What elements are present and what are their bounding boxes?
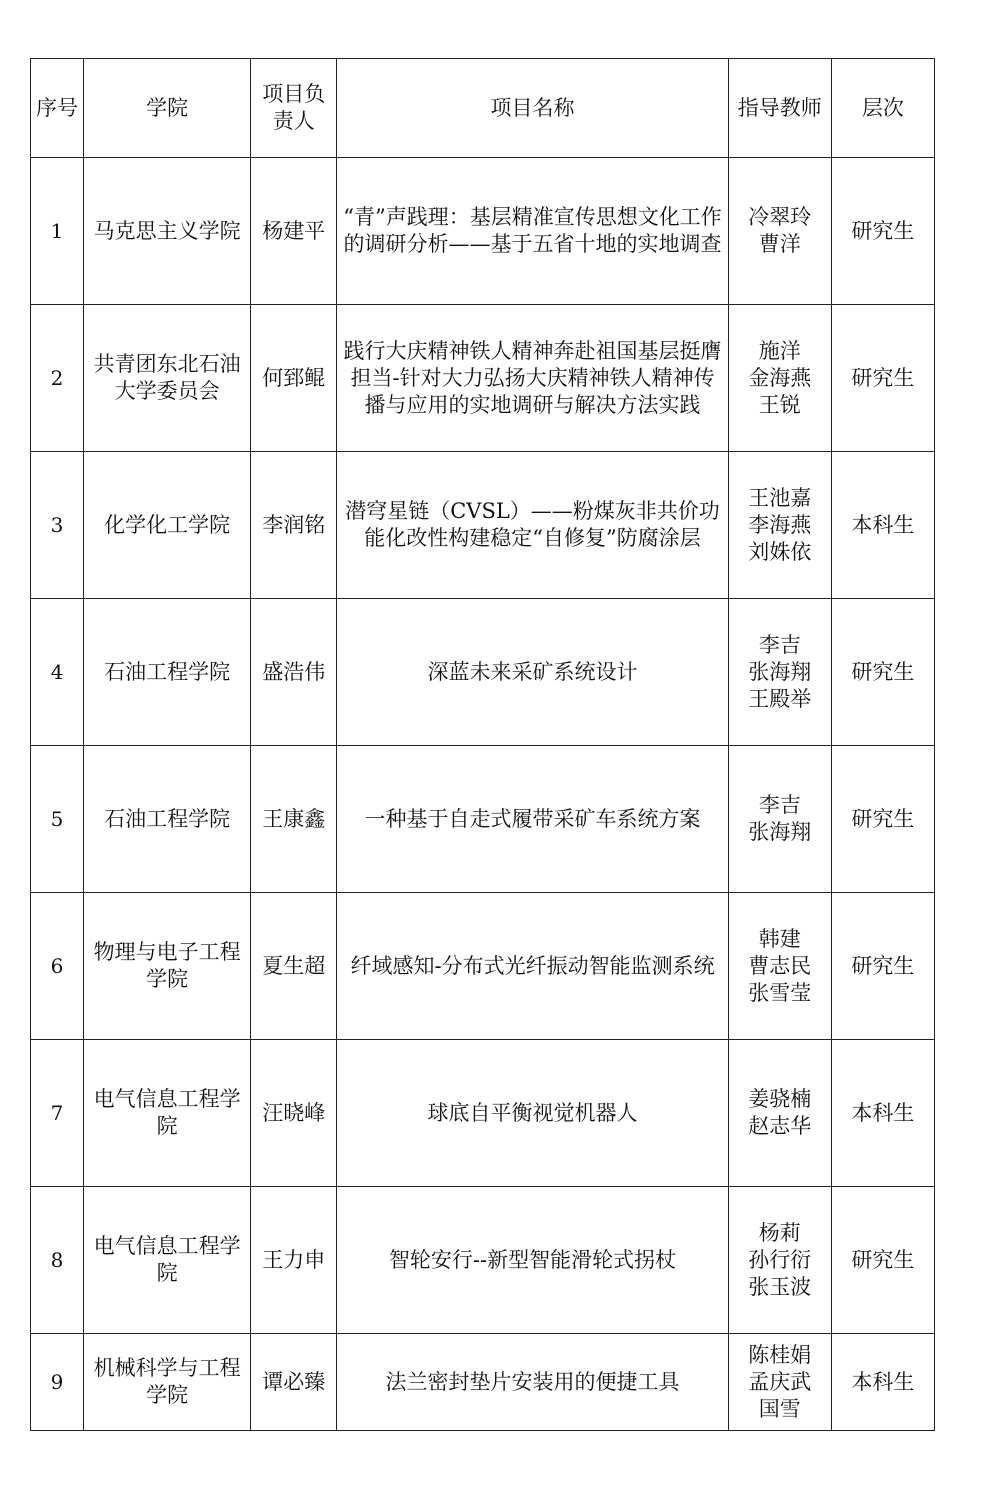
table-row — [31, 1040, 935, 1187]
cell-seq: 1 — [31, 158, 84, 305]
header-teacher: 指导教师 — [728, 59, 831, 158]
teacher-name: 刘姝依 — [748, 539, 812, 564]
cell-leader: 夏生超 — [251, 893, 337, 1040]
project-table — [30, 58, 935, 1431]
teacher-name: 金海燕 — [748, 365, 812, 390]
teacher-name: 王锐 — [758, 392, 801, 417]
cell-project-name: 深蓝未来采矿系统设计 — [337, 599, 728, 746]
cell-level: 研究生 — [831, 305, 934, 452]
teacher-name: 王殿举 — [748, 686, 812, 711]
cell-seq: 3 — [31, 452, 84, 599]
cell-project-name: 潜穹星链（CVSL）——粉煤灰非共价功能化改性构建稳定“自修复”防腐涂层 — [337, 452, 728, 599]
cell-project-name: 法兰密封垫片安装用的便捷工具 — [337, 1334, 728, 1431]
table-row — [31, 1334, 935, 1431]
cell-seq: 2 — [31, 305, 84, 452]
table-row — [31, 158, 935, 305]
header-seq: 序号 — [31, 59, 84, 158]
table-row — [31, 452, 935, 599]
teacher-name: 曹洋 — [758, 232, 801, 256]
teacher-name: 张海翔 — [748, 659, 812, 684]
table-row — [31, 746, 935, 893]
cell-level: 研究生 — [831, 893, 934, 1040]
cell-teachers — [728, 158, 831, 305]
header-college: 学院 — [84, 59, 251, 158]
cell-seq: 7 — [31, 1040, 84, 1187]
cell-leader: 杨建平 — [251, 158, 337, 305]
header-level: 层次 — [831, 59, 934, 158]
cell-college: 石油工程学院 — [84, 746, 251, 893]
teacher-name: 曹志民 — [748, 953, 812, 978]
cell-level: 研究生 — [831, 746, 934, 893]
cell-leader: 谭必臻 — [251, 1334, 337, 1431]
cell-college: 石油工程学院 — [84, 599, 251, 746]
cell-college: 共青团东北石油大学委员会 — [84, 305, 251, 452]
teacher-name: 张雪莹 — [748, 980, 812, 1005]
table-header-row — [31, 59, 935, 158]
cell-teachers — [728, 599, 831, 746]
cell-seq: 6 — [31, 893, 84, 1040]
cell-college: 化学化工学院 — [84, 452, 251, 599]
cell-teachers — [728, 1040, 831, 1187]
cell-seq: 8 — [31, 1187, 84, 1334]
cell-level: 研究生 — [831, 158, 934, 305]
header-leader: 项目负责人 — [251, 59, 337, 158]
cell-level: 研究生 — [831, 1187, 934, 1334]
cell-level: 研究生 — [831, 599, 934, 746]
teacher-name: 李海燕 — [748, 512, 812, 537]
cell-college: 电气信息工程学院 — [84, 1187, 251, 1334]
cell-level: 本科生 — [831, 452, 934, 599]
table-row — [31, 893, 935, 1040]
cell-project-name: 践行大庆精神铁人精神奔赴祖国基层挺膺担当-针对大力弘扬大庆精神铁人精神传播与应用的实地调研与解决方法实践 — [337, 305, 728, 452]
cell-project-name: 球底自平衡视觉机器人 — [337, 1040, 728, 1187]
teacher-name: 王池嘉 — [748, 485, 812, 510]
header-project-name: 项目名称 — [337, 59, 728, 158]
teacher-name: 李吉 — [758, 793, 801, 817]
cell-teachers — [728, 893, 831, 1040]
teacher-name: 冷翠玲 — [748, 205, 812, 229]
cell-teachers — [728, 1187, 831, 1334]
cell-teachers — [728, 452, 831, 599]
teacher-name: 赵志华 — [748, 1114, 812, 1138]
table-row — [31, 1187, 935, 1334]
cell-college: 机械科学与工程学院 — [84, 1334, 251, 1431]
cell-project-name: “青”声践理：基层精准宣传思想文化工作的调研分析——基于五省十地的实地调查 — [337, 158, 728, 305]
cell-teachers — [728, 1334, 831, 1431]
table-row — [31, 599, 935, 746]
cell-seq: 9 — [31, 1334, 84, 1431]
teacher-name: 杨莉 — [758, 1220, 801, 1245]
teacher-name: 陈桂娟 — [748, 1342, 812, 1367]
cell-teachers — [728, 746, 831, 893]
cell-leader: 盛浩伟 — [251, 599, 337, 746]
cell-leader: 王力申 — [251, 1187, 337, 1334]
teacher-name: 韩建 — [758, 926, 801, 951]
teacher-name: 张玉波 — [748, 1274, 812, 1299]
project-list-sheet — [30, 58, 935, 1431]
cell-project-name: 一种基于自走式履带采矿车系统方案 — [337, 746, 728, 893]
table-body — [31, 158, 935, 1431]
cell-level: 本科生 — [831, 1334, 934, 1431]
cell-project-name: 智轮安行--新型智能滑轮式拐杖 — [337, 1187, 728, 1334]
cell-leader: 李润铭 — [251, 452, 337, 599]
cell-leader: 王康鑫 — [251, 746, 337, 893]
cell-leader: 何郅鲲 — [251, 305, 337, 452]
cell-college: 电气信息工程学院 — [84, 1040, 251, 1187]
teacher-name: 姜骁楠 — [748, 1087, 812, 1111]
cell-seq: 5 — [31, 746, 84, 893]
cell-college: 马克思主义学院 — [84, 158, 251, 305]
teacher-name: 张海翔 — [748, 820, 812, 844]
cell-college: 物理与电子工程学院 — [84, 893, 251, 1040]
teacher-name: 孙行衍 — [748, 1247, 812, 1272]
cell-project-name: 纤域感知-分布式光纤振动智能监测系统 — [337, 893, 728, 1040]
cell-teachers — [728, 305, 831, 452]
teacher-name: 国雪 — [758, 1396, 801, 1421]
teacher-name: 李吉 — [758, 632, 801, 657]
teacher-name: 施洋 — [758, 338, 801, 363]
cell-seq: 4 — [31, 599, 84, 746]
table-row — [31, 305, 935, 452]
cell-leader: 汪晓峰 — [251, 1040, 337, 1187]
teacher-name: 孟庆武 — [748, 1369, 812, 1394]
cell-level: 本科生 — [831, 1040, 934, 1187]
